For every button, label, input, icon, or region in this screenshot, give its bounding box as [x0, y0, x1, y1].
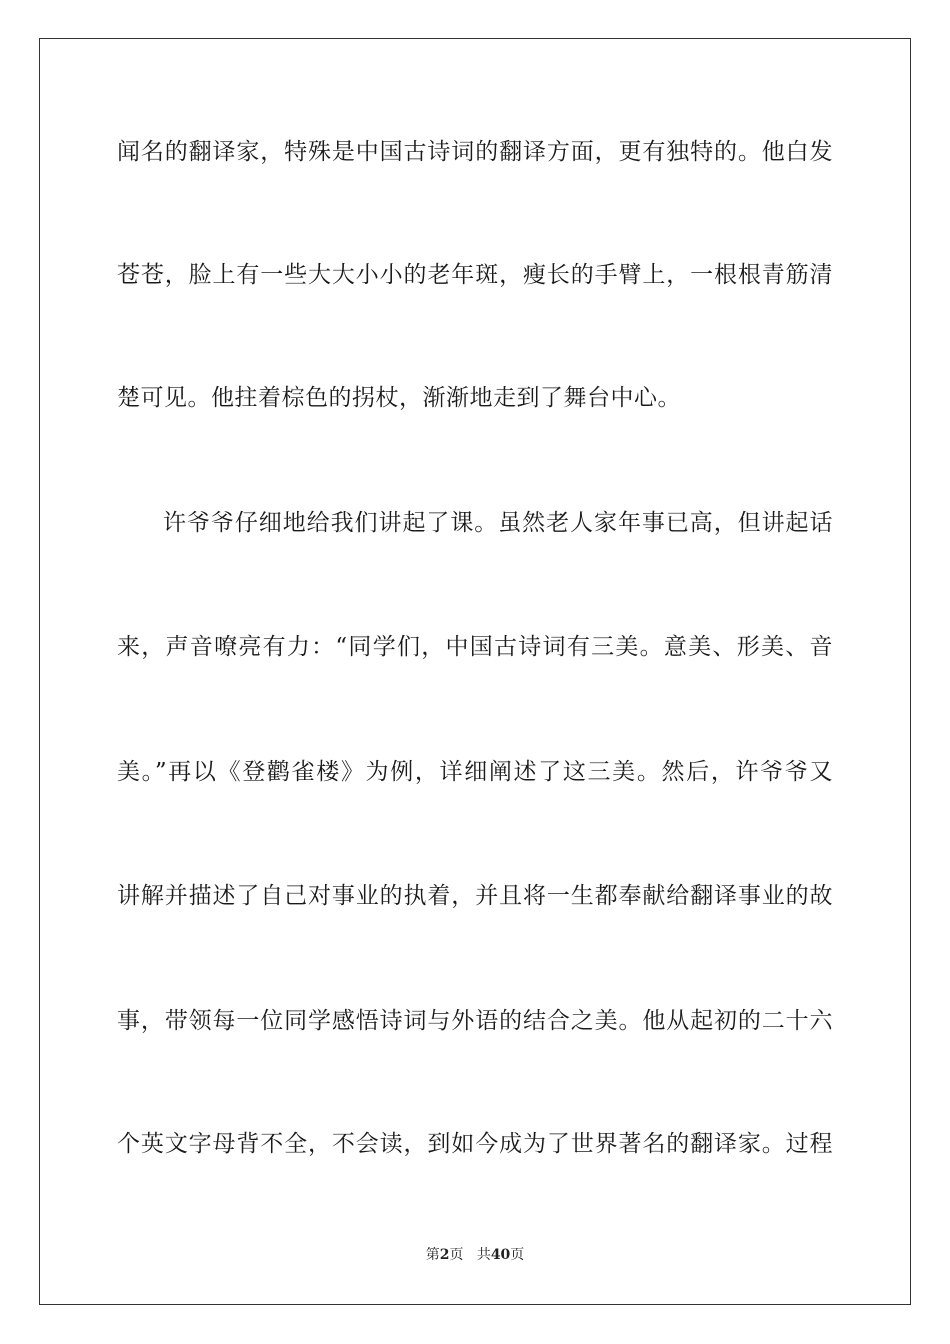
- text-line-3: 楚可见。他拄着棕色的拐杖，渐渐地走到了舞台中心。: [117, 385, 681, 411]
- text-line-7: 讲解并描述了自己对事业的执着，并且将一生都奉献给翻译事业的故: [117, 883, 833, 909]
- page-border: [39, 38, 911, 1305]
- text-line-5: 来，声音嘹亮有力：“同学们，中国古诗词有三美。意美、形美、音: [117, 634, 833, 660]
- text-line-4: 许爷爷仔细地给我们讲起了课。虽然老人家年事已高，但讲起话: [163, 510, 833, 536]
- text-line-2: 苍苍，脸上有一些大大小小的老年斑，瘦长的手臂上，一根根青筋清: [117, 262, 833, 288]
- footer-page-number: 2: [439, 1247, 450, 1263]
- footer-total-prefix: 共: [476, 1247, 491, 1263]
- text-line-1: 闻名的翻译家，特殊是中国古诗词的翻译方面，更有独特的。他白发: [117, 139, 833, 165]
- text-line-6: 美。”再以《登鹳雀楼》为例，详细阐述了这三美。然后，许爷爷又: [117, 759, 833, 785]
- footer-total-pages: 40: [490, 1247, 511, 1263]
- text-line-8: 事，带领每一位同学感悟诗词与外语的结合之美。他从起初的二十六: [117, 1008, 833, 1034]
- footer-page-prefix: 第: [425, 1247, 440, 1263]
- page-footer: [0, 1246, 950, 1264]
- footer-total-suffix: 页: [510, 1247, 525, 1263]
- footer-page-suffix: 页: [449, 1247, 464, 1263]
- text-line-9: 个英文字母背不全，不会读，到如今成为了世界著名的翻译家。过程: [117, 1131, 833, 1157]
